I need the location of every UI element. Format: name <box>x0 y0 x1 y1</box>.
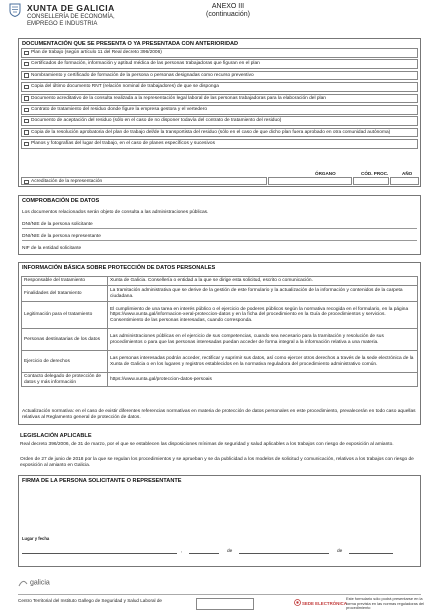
table-row <box>22 373 418 387</box>
checkbox[interactable] <box>24 73 29 78</box>
centro-field[interactable] <box>196 598 254 610</box>
comma-separator: , <box>181 549 183 554</box>
column-organo: ÓRGANO <box>315 171 336 176</box>
verification-row-label: NIF de la entidad solicitante <box>22 246 82 251</box>
row-label: Responsable del tratamiento <box>22 277 108 286</box>
doc-item-label: Copia del último documento RNT (relación nominal de trabajadores) de que se disponga <box>31 84 219 90</box>
annex-label: ANEXO III <box>211 3 245 10</box>
table-row <box>22 302 418 329</box>
department-line-1: CONSELLERÍA DE ECONOMÍA, <box>27 14 115 20</box>
ano-field[interactable] <box>390 177 419 185</box>
verification-intro: Los documentos relacionados serán objeto de consulta a las administraciones públicas. <box>22 210 209 215</box>
doc-item-label: Documento de aceptación del residuo (sólo en el caso de no disponer todavía del contrato de tratamiento del residuo) <box>31 118 282 124</box>
row-value: https://www.xunta.gal/proteccion-datos-persoais <box>108 373 418 387</box>
doc-item-nombramiento[interactable] <box>21 71 418 81</box>
verification-row-label: DNI/NIE de la persona representante <box>22 234 101 239</box>
doc-item-contrato[interactable] <box>21 105 418 115</box>
row-value: Las administraciones públicas en el ejercicio de sus competencias, cuando sea necesario para la tramitación y resolución de sus procedimientos o para que las personas interesadas puedan acceder de forma integral a la información relativa a una materia. <box>108 329 418 351</box>
row-value: Las personas interesadas podrán acceder, rectificar y suprimir sus datos, así como ejercer otros derechos a través de la sede electrónica de la Xunta de Galicia o en los lugares y registros establecidos en la normativa reguladora del procedimiento administrativo común. <box>108 351 418 373</box>
doc-item-label: Contrato de tratamiento del residuo donde figure la empresa gestora y el vertedero <box>31 106 207 112</box>
checkbox[interactable] <box>24 62 29 67</box>
department-line-2: EMPREGO E INDUSTRIA <box>27 21 98 27</box>
galicia-logo-text: galicia <box>29 579 50 587</box>
doc-item-certificados[interactable] <box>21 59 418 69</box>
checkbox[interactable] <box>24 180 29 185</box>
doc-item-label: Nombramiento y certificado de formación de la persona o personas designadas como recurso preventivo <box>31 72 254 78</box>
verification-row-nif <box>22 243 417 253</box>
column-ano: AÑO <box>402 171 413 176</box>
doc-item-label: Documento acreditativo de la consulta realizada a la representación legal laboral de las personas trabajadoras para la elaboración del plan <box>31 95 326 101</box>
row-label: Ejercicio de derechos <box>22 351 108 373</box>
footer-divider <box>18 594 421 595</box>
legislation-title: LEGISLACIÓN APLICABLE <box>20 433 92 439</box>
row-label: Personas destinatarias de los datos <box>22 329 108 351</box>
documentation-title: DOCUMENTACIÓN QUE SE PRESENTA O YA PRESENTADA CON ANTERIORIDAD <box>22 41 239 47</box>
checkbox[interactable] <box>24 119 29 124</box>
table-row <box>22 286 418 302</box>
year-field[interactable] <box>349 546 393 554</box>
doc-item-aceptacion[interactable] <box>21 116 418 126</box>
doc-item-label: Plan de trabajo (según artículo 11 del Real decreto 396/2006) <box>31 50 162 55</box>
doc-item-consulta[interactable] <box>21 94 418 104</box>
doc-item-plan[interactable] <box>21 48 418 58</box>
verification-section <box>18 195 421 255</box>
galicia-logo <box>18 578 50 587</box>
sede-electronica-label: SEDE ELECTRÓNICA <box>302 601 347 606</box>
data-protection-title: INFORMACIÓN BÁSICA SOBRE PROTECCIÓN DE DATOS PERSONALES <box>22 265 216 271</box>
representation-label: Acreditación de la representación <box>31 179 103 184</box>
doc-item-planos[interactable] <box>21 139 418 149</box>
row-value: La tramitación administrativa que se derive de la gestión de este formulario y la actualización de la información y contenidos de la carpeta ciudadana. <box>108 286 418 302</box>
table-row <box>22 329 418 351</box>
checkbox[interactable] <box>24 142 29 147</box>
column-cod-proc: CÓD. PROC. <box>361 171 389 176</box>
cod-proc-field[interactable] <box>353 177 389 185</box>
doc-item-label: Certificados de formación, información y aptitud médica de las personas trabajadoras que figuran en el plan <box>31 61 260 67</box>
checkbox[interactable] <box>24 51 29 56</box>
verification-title: COMPROBACIÓN DE DATOS <box>22 198 100 204</box>
de-label: de <box>227 549 233 554</box>
organo-field[interactable] <box>268 177 352 185</box>
legislation-text-2: Orden de 27 de junio de 2018 por la que se regulan los procedimientos y se aprueban y se da publicidad a los modelos de solicitud y comunicación, relativos a los trabajos con riesgo de exposición al amianto en Galicia. <box>20 457 414 468</box>
signature-section <box>18 475 421 567</box>
doc-item-label: Planos y fotografías del lugar del trabajo, en el caso de planes específicos y sucesivos <box>31 141 215 147</box>
documentation-section <box>18 38 421 187</box>
doc-item-transportista[interactable] <box>21 128 418 138</box>
sede-electronica-icon <box>294 599 301 606</box>
row-value: Xunta de Galicia. Consellería o entidad a la que se dirige esta solicitud, escrito o comunicación. <box>108 277 418 286</box>
checkbox[interactable] <box>24 96 29 101</box>
footer-center-label: Centro Territorial del Instituto Gallego de Seguridad y Salud Laboral de <box>18 598 162 603</box>
representation-row[interactable] <box>21 177 267 185</box>
legislation-text-1: Real decreto 396/2006, de 31 de marzo, por el que se establecen las disposiciones mínimas de seguridad y salud aplicables a los trabajos con riesgo de exposición al amianto. <box>20 442 394 447</box>
checkbox[interactable] <box>24 130 29 135</box>
de-label: de <box>337 549 343 554</box>
place-field[interactable] <box>22 546 177 554</box>
day-field[interactable] <box>189 546 219 554</box>
galicia-logo-icon <box>18 578 28 587</box>
row-label: Contacto delegado de protección de datos y más información <box>22 373 108 387</box>
documentation-checklist <box>21 48 418 151</box>
header <box>8 3 431 35</box>
table-row <box>22 351 418 373</box>
checkbox[interactable] <box>24 85 29 90</box>
signature-title: FIRMA DE LA PERSONA SOLICITANTE O REPRESENTANTE <box>22 478 182 484</box>
row-label: Legitimación para el tratamiento <box>22 302 108 329</box>
annex-subtitle: (continuación) <box>206 11 250 18</box>
place-date-label: Lugar y fecha <box>22 536 50 541</box>
registry-stamp-area <box>338 3 431 33</box>
data-protection-note: Actualización normativa: en el caso de existir diferentes referencias normativas en materia de protección de datos personales en este procedimiento, prevalecerán en todo caso aquellas relativas al Reglamento general de protección de datos. <box>22 409 416 420</box>
verification-row-label: DNI/NIE de la persona solicitante <box>22 222 93 227</box>
verification-row-dni-solicitante <box>22 219 417 229</box>
verification-row-dni-representante <box>22 231 417 241</box>
month-field[interactable] <box>239 546 329 554</box>
row-value: El cumplimiento de una tarea en interés público o el ejercicio de poderes públicos según la normativa recogida en el formulario, en la página https://www.xunta.gal/informacion-xeral-proteccion-datos y en la ficha del procedimiento en la Guía de procedimientos y servicios. Consentimiento de las personas interesadas, cuando corresponda. <box>108 302 418 329</box>
row-label: Finalidades del tratamiento <box>22 286 108 302</box>
annex-title <box>193 3 263 19</box>
organization-name: XUNTA DE GALICIA <box>27 3 115 13</box>
data-protection-section <box>18 262 421 425</box>
table-row <box>22 277 418 286</box>
data-protection-table <box>21 276 418 387</box>
department-name <box>27 14 115 28</box>
doc-item-rnt[interactable] <box>21 82 418 92</box>
footer-note: Este formulario sólo podrá presentarse en la forma prevista en las normas reguladoras del procedimiento <box>346 596 425 611</box>
xunta-logo-icon <box>8 3 22 17</box>
checkbox[interactable] <box>24 108 29 113</box>
doc-item-label: Copia de la resolución aprobatoria del plan de trabajo del/de la transportista del residuo (sólo en el caso de que dicho plan fuera aprobado en otra comunidad autónoma) <box>31 129 391 135</box>
